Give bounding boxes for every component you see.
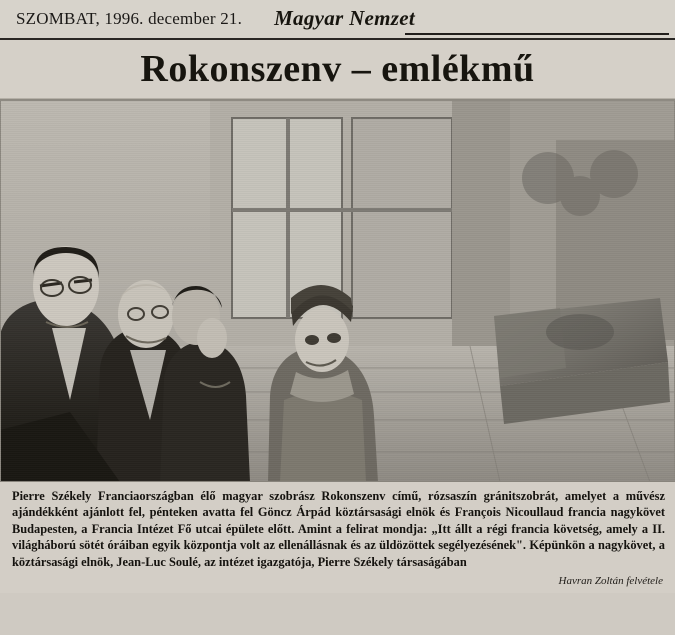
article-photo [0,99,675,482]
article-caption-text: Pierre Székely Franciaországban élő magyar szobrász Rokonszenv című, rózsaszín gránitszobrát, amelyet a művész ajándékként ajánlott fel, pénteken avatta fel Göncz Árpád köztársasági elnök és François Nicoullaud francia nagykövet Budapesten, a Francia Intézet Fő utcai épülete előtt. Amint a felirat mondja: „Itt állt a régi francia követség, amely a II. világháború sötét óráiban egyik központja volt az ellenállásnak és az üldözöttek segélyezésének". Képünkön a nagykövet, a köztársasági elnök, Jean-Luc Soulé, az intézet igazgatója, Pierre Székely társaságában [12,488,665,569]
granite-sculpture [494,298,670,424]
photo-credit: Havran Zoltán felvétele [0,574,675,593]
masthead-date: SZOMBAT, 1996. december 21. [16,9,243,28]
masthead [0,0,675,40]
article-caption [0,482,675,575]
masthead-rule [405,33,669,35]
masthead-logo: Magyar Nemzet [274,6,416,30]
photo-illustration [0,100,675,482]
article-headline: Rokonszenv – emlékmű [140,48,535,90]
headline-band [0,40,675,99]
